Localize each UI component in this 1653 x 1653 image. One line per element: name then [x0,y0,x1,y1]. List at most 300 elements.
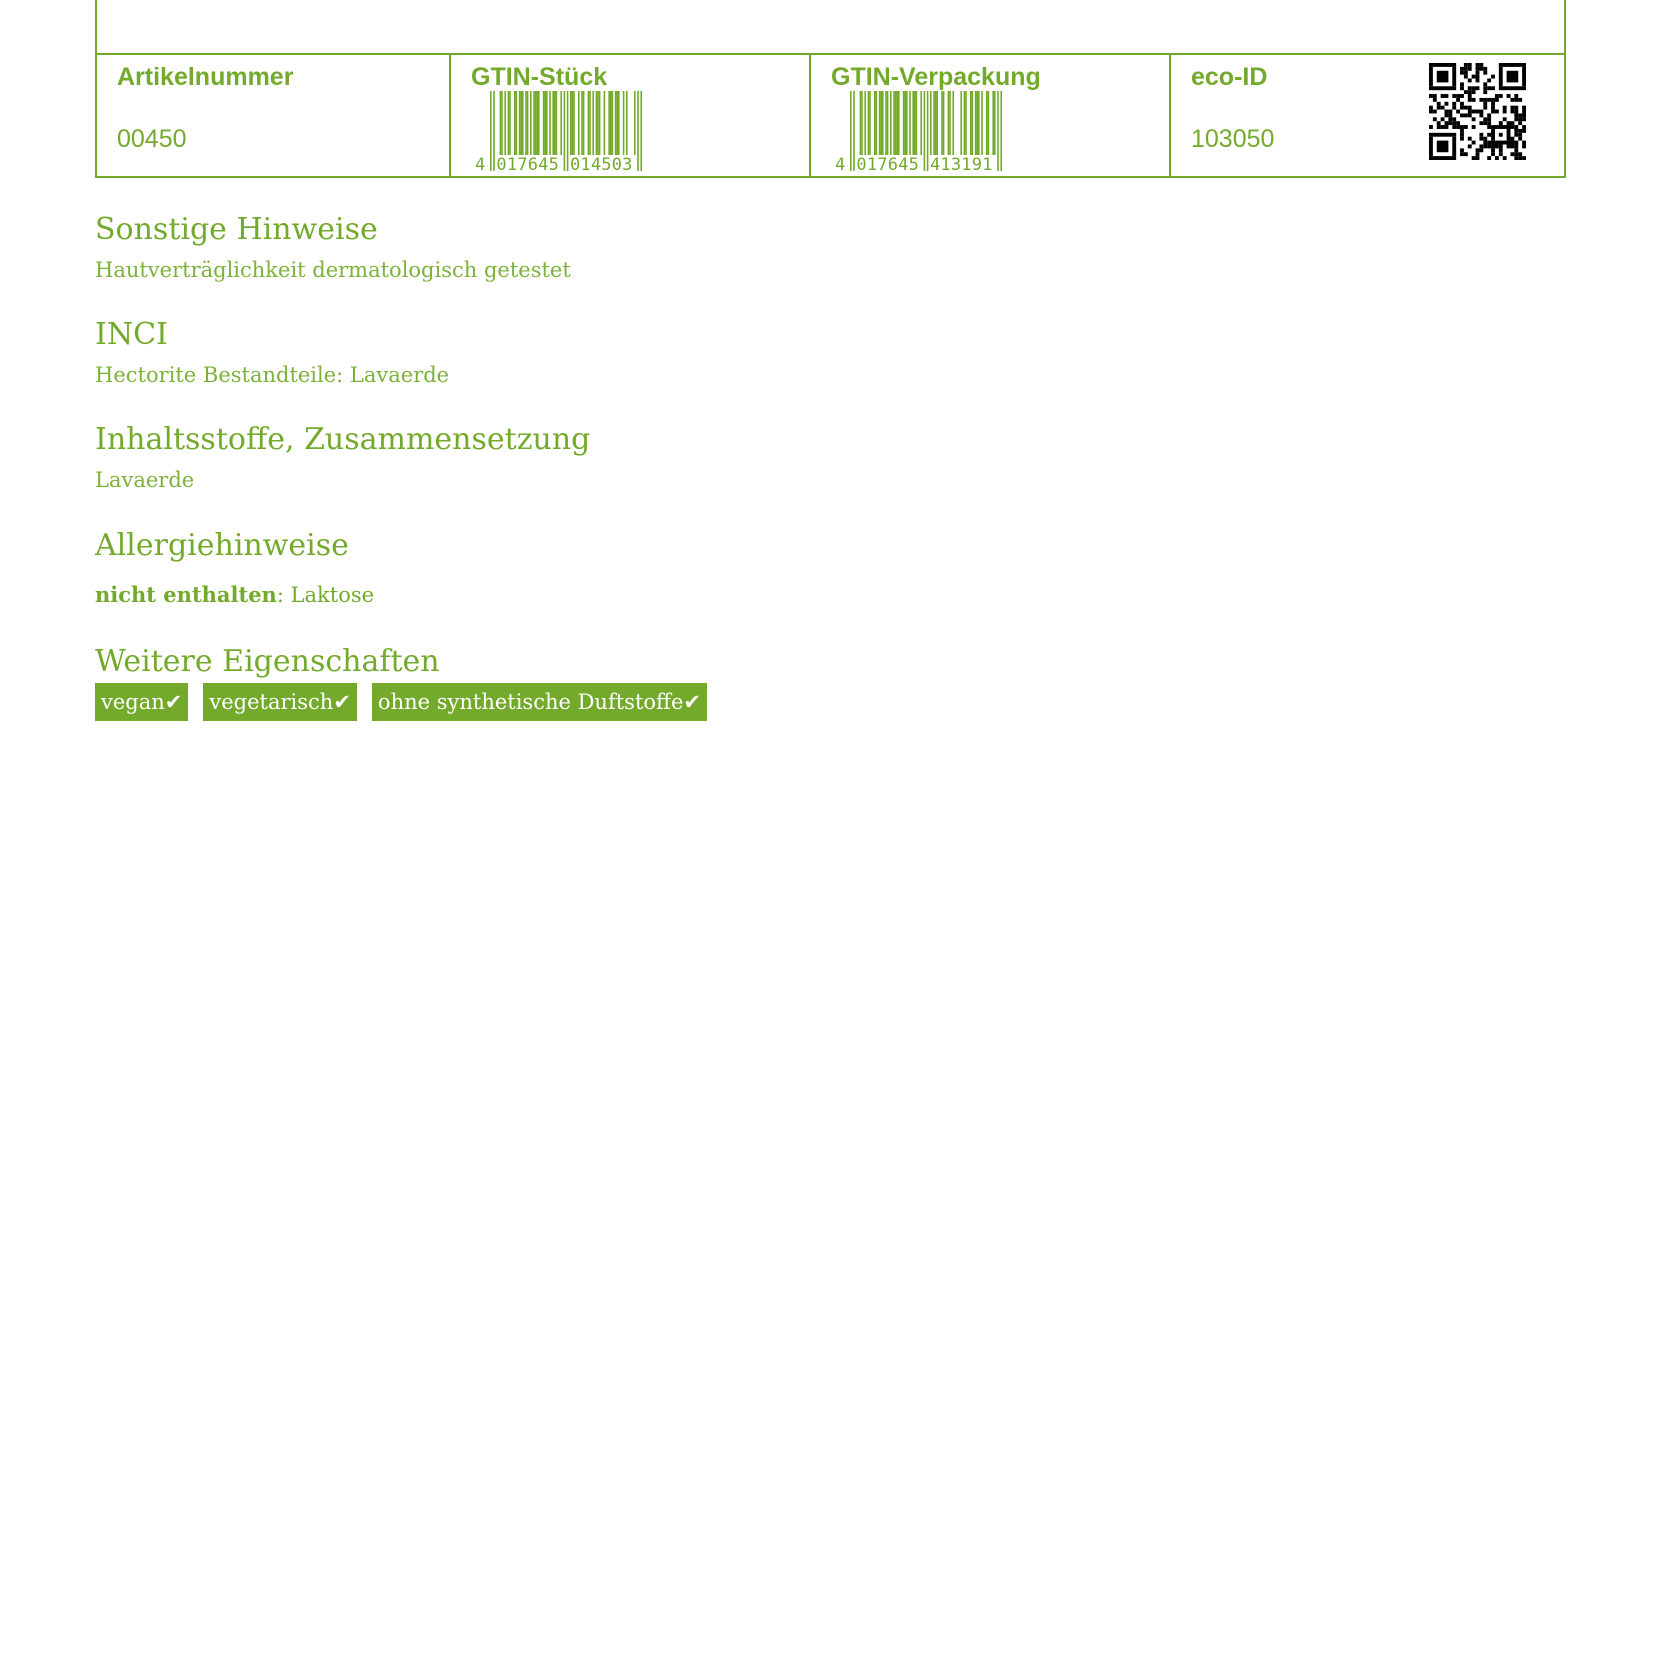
property-badges [95,683,707,721]
qr-module [1437,102,1441,106]
qr-module [1479,133,1483,137]
barcode-bar [935,91,937,155]
qr-module [1483,106,1487,110]
qr-module [1479,63,1483,67]
inci-text: Hectorite Bestandteile: Lavaerde [95,363,450,387]
qr-module [1429,86,1456,90]
qr-module [1514,156,1518,160]
qr-module [1522,144,1526,148]
barcode-bar [936,91,938,155]
barcode-bar [924,91,926,171]
barcode-bar [525,91,527,155]
qr-module [1476,63,1480,67]
qr-module [1464,71,1468,75]
barcode-bar [906,91,908,155]
qr-module [1499,148,1503,152]
qr-module [1483,121,1487,125]
barcode-bar [522,91,524,155]
qr-module [1452,137,1456,156]
qr-module [1503,110,1507,114]
gtin-pack-barcode [835,91,1015,173]
qr-module [1460,133,1464,137]
qr-module [1429,125,1433,129]
qr-module [1452,94,1456,98]
qr-module [1491,148,1495,152]
qr-module [1460,113,1464,117]
qr-module [1518,129,1522,133]
barcode-bar [850,91,852,171]
barcode-bar [570,91,572,155]
qr-module [1472,110,1476,114]
qr-module [1499,94,1503,98]
qr-module [1483,137,1487,141]
ingredients-text: Lavaerde [95,468,195,492]
qr-module [1468,63,1472,67]
barcode-bar [589,91,591,155]
barcode-bar [583,91,585,155]
qr-module [1472,75,1476,79]
barcode-bar [949,91,951,155]
qr-module [1522,129,1526,133]
barcode-bar [970,91,972,155]
barcode-bar [533,91,535,155]
qr-module [1514,98,1518,102]
qr-module [1483,144,1487,148]
qr-module [1472,98,1476,102]
qr-module [1460,86,1464,90]
qr-module [1460,94,1464,98]
qr-module [1433,94,1437,98]
qr-module [1445,121,1449,125]
allergy-section [95,528,375,607]
qr-module [1507,71,1519,83]
qr-module [1499,67,1503,86]
barcode-bar [514,91,516,155]
qr-module [1491,125,1510,129]
barcode-bar [909,91,911,155]
qr-module [1487,121,1491,125]
barcode-bar [941,91,943,155]
qr-module [1499,63,1526,67]
barcode-bar [914,91,916,155]
qr-module [1483,117,1487,121]
barcode-bar [592,91,594,155]
qr-module [1507,129,1511,141]
barcode-bar [516,91,518,155]
qr-module [1514,148,1518,152]
qr-module [1495,110,1499,114]
article-number-label: Artikelnummer [117,63,294,91]
qr-module [1510,141,1514,145]
notes-section [95,212,571,282]
qr-module [1476,152,1480,156]
barcode-digits: 014503 [570,155,633,173]
qr-module [1495,144,1499,148]
qr-module [1472,86,1476,90]
qr-module [1518,98,1522,102]
qr-module [1456,125,1460,129]
qr-module [1460,152,1464,156]
barcode-bar [904,91,906,155]
qr-module [1510,121,1514,125]
barcode-bar [882,91,884,155]
qr-module [1518,137,1522,141]
qr-module [1472,141,1476,145]
barcode-bar [885,91,887,155]
qr-module [1522,106,1526,110]
barcode-bar [960,91,962,155]
barcode-bar [493,91,495,171]
barcode-bar [861,91,863,155]
qr-module [1437,141,1449,153]
qr-module [1476,79,1480,83]
qr-module [1429,67,1433,86]
barcode-bar [853,91,855,171]
qr-module [1460,129,1464,133]
barcode-bar [920,91,922,155]
allergy-title: Allergiehinweise [95,528,349,563]
notes-title: Sonstige Hinweise [95,212,378,247]
qr-module [1460,71,1464,75]
qr-module [1518,156,1522,160]
inci-title: INCI [95,317,168,352]
qr-module [1522,113,1526,117]
qr-module [1514,113,1518,117]
qr-module [1464,113,1468,117]
qr-module [1507,144,1511,148]
qr-module [1460,67,1464,71]
qr-module [1495,94,1499,98]
qr-module [1514,144,1518,148]
qr-module [1522,117,1526,121]
qr-module [1452,125,1456,129]
qr-module [1479,110,1483,114]
qr-module [1487,98,1491,102]
qr-module [1441,94,1445,98]
qr-module [1437,121,1441,125]
qr-module [1487,86,1491,90]
qr-module [1522,110,1526,114]
barcode-bar [1000,91,1002,171]
allergy-value: : Laktose [276,583,375,607]
qr-module [1464,67,1468,71]
qr-module [1514,106,1518,110]
barcode-bar [895,91,897,155]
qr-module [1464,75,1468,79]
qr-module [1448,121,1452,125]
barcode-bar [615,91,617,155]
qr-module [1472,90,1476,94]
gtin-pack-label: GTIN-Verpackung [831,63,1041,91]
qr-module [1460,148,1464,152]
barcode-bar [567,91,569,171]
qr-module [1476,86,1480,90]
eco-id-label: eco-ID [1191,63,1268,91]
qr-module [1491,110,1495,114]
barcode-digits: 017645 [856,155,920,173]
barcode-bar [556,91,558,155]
property-badge: vegan✔ [95,683,188,721]
qr-module [1437,125,1441,129]
barcode-bar [543,91,545,155]
barcode-bar [879,91,881,155]
qr-module [1468,137,1472,141]
qr-module [1448,110,1452,114]
qr-module [1468,94,1472,98]
barcode-bar [612,91,614,155]
barcode-bar [618,91,620,155]
qr-module [1495,98,1499,102]
qr-module [1510,152,1514,156]
gtin-piece-label: GTIN-Stück [471,63,608,91]
barcode-bar [599,91,601,155]
qr-module [1456,98,1460,102]
qr-module [1429,63,1456,67]
barcode-bar [634,91,636,155]
barcode-bar [876,91,878,155]
qr-module [1429,94,1433,98]
barcode-bar [552,91,554,155]
barcode-bar [992,91,994,155]
qr-module [1445,125,1449,129]
barcode-bar [965,91,967,155]
barcode-bar [927,91,929,171]
qr-module [1495,156,1499,160]
qr-module [1445,94,1449,98]
qr-module [1476,71,1480,75]
barcode-bar [608,91,610,155]
qr-module [1491,152,1495,156]
barcode-bar [626,91,628,155]
qr-module [1468,79,1472,83]
qr-module [1429,110,1433,114]
barcode-bar [976,91,978,155]
qr-module [1487,117,1491,121]
qr-module [1518,152,1522,156]
barcode-bar [597,91,599,155]
qr-module [1452,106,1456,110]
qr-module [1510,137,1514,141]
qr-module [1429,156,1456,160]
properties-section [95,644,707,721]
barcode-bar [596,91,598,155]
qr-module [1514,133,1518,137]
ingredients-section [95,422,591,492]
barcode-bar [623,91,625,155]
barcode-bar [988,91,990,155]
qr-module [1483,141,1487,145]
barcode-bar [898,91,900,155]
barcode-bar [501,91,503,155]
barcode-bar [560,91,562,155]
barcode-bar [868,91,870,155]
qr-module [1522,156,1526,160]
qr-module [1479,121,1483,125]
barcode-bar [544,91,546,155]
barcode-bar [554,91,556,155]
qr-module [1429,137,1433,156]
qr-module [1522,141,1526,145]
barcode-bar [890,91,892,155]
qr-module [1487,125,1491,129]
barcode-bar [509,91,511,155]
barcode-bar [520,91,522,155]
qr-module [1510,110,1514,114]
barcode-bar [864,91,866,155]
qr-module [1510,144,1514,148]
barcode-digits: 4 [475,155,486,173]
barcode-bar [530,91,532,155]
barcode-bar [952,91,954,155]
qr-module [1460,137,1464,141]
qr-module [1503,106,1507,110]
ingredients-title: Inhaltsstoffe, Zusammensetzung [95,422,591,457]
qr-module [1479,137,1483,141]
qr-module [1514,110,1518,114]
barcode-bar [527,91,529,155]
qr-module [1491,75,1495,79]
qr-module [1503,156,1507,160]
barcode-bar [933,91,935,155]
qr-module [1483,98,1487,102]
qr-module [1518,113,1522,117]
qr-module [1518,121,1522,125]
barcode-bar [581,91,583,155]
qr-module [1472,125,1476,129]
qr-module [1479,98,1483,102]
qr-module [1491,144,1495,148]
barcode-bar [874,91,876,155]
inci-section [95,317,450,387]
barcode-bar [880,91,882,155]
barcode-bar [978,91,980,155]
qr-module [1491,98,1495,102]
qr-module [1452,121,1456,125]
qr-module [1483,71,1487,75]
barcode-bar [948,91,950,155]
qr-module [1456,94,1460,98]
qr-module [1468,98,1472,102]
barcode-bar [981,91,983,155]
barcode-bar [986,91,988,155]
qr-module [1460,82,1464,86]
qr-module [1522,125,1526,129]
barcode-bar [997,91,999,171]
barcode-bar [578,91,580,155]
barcode-bar [893,91,895,155]
qr-module [1483,90,1487,94]
barcode-bar [538,91,540,155]
qr-module [1452,102,1456,106]
barcode-bar [896,91,898,155]
barcode-bar [860,91,862,155]
qr-module [1476,156,1480,160]
barcode-bar [903,91,905,155]
qr-module [1437,106,1441,110]
barcode-bar [588,91,590,155]
qr-module [1448,117,1452,121]
qr-module [1491,86,1495,90]
qr-module [1487,113,1491,117]
eco-id-value: 103050 [1191,125,1275,153]
qr-module [1522,67,1526,86]
qr-module [1452,67,1456,86]
qr-module [1464,90,1468,94]
qr-module [1510,98,1514,102]
qr-module [1468,113,1472,117]
qr-module [1460,125,1464,129]
qr-module [1456,110,1460,114]
qr-module [1468,67,1472,71]
barcode-digits: 413191 [930,155,993,173]
barcode-bar [500,91,502,155]
qr-module [1491,129,1495,141]
qr-module [1483,82,1487,86]
qr-module [1479,148,1483,152]
qr-module [1499,86,1526,90]
qr-module [1479,144,1483,148]
qr-module [1514,141,1518,145]
barcode-bar [994,91,996,155]
barcode-bar [535,91,537,155]
qr-module [1514,129,1518,133]
qr-module [1460,102,1464,106]
qr-module [1472,156,1476,160]
qr-module [1464,106,1468,110]
barcode-bar [887,91,889,155]
qr-module [1503,117,1507,121]
qr-module [1441,117,1445,121]
qr-module [1510,125,1514,129]
qr-module [1514,152,1518,156]
product-info-box [95,0,1566,178]
qr-module [1507,121,1511,125]
barcode-bar [616,91,618,155]
allergy-line [95,584,374,606]
qr-module [1433,110,1437,114]
qr-module [1476,67,1480,71]
barcode-bar [549,91,551,155]
barcode-bar [519,91,521,155]
qr-module [1491,102,1495,106]
qr-module [1507,94,1511,98]
qr-module [1483,102,1487,106]
qr-module [1476,110,1480,114]
qr-module [1491,141,1510,145]
qr-module [1479,113,1483,117]
qr-module [1448,113,1452,117]
qr-module [1491,106,1495,110]
qr-module [1468,144,1472,148]
qr-module [1437,71,1449,83]
qr-module [1456,121,1460,125]
qr-module [1487,133,1491,137]
qr-module [1441,106,1445,110]
qr-module [1487,156,1491,160]
qr-module [1445,102,1449,106]
barcode-bar [972,91,974,155]
article-number-value: 00450 [117,125,187,153]
barcode-bar [640,91,642,171]
barcode-bar [573,91,575,155]
qr-module [1429,106,1433,110]
barcode-bar [508,91,510,155]
gtin-piece-barcode [475,91,655,173]
barcode-bar [504,91,506,155]
qr-module [1468,106,1472,110]
qr-module [1518,117,1522,121]
qr-module [1483,67,1487,71]
